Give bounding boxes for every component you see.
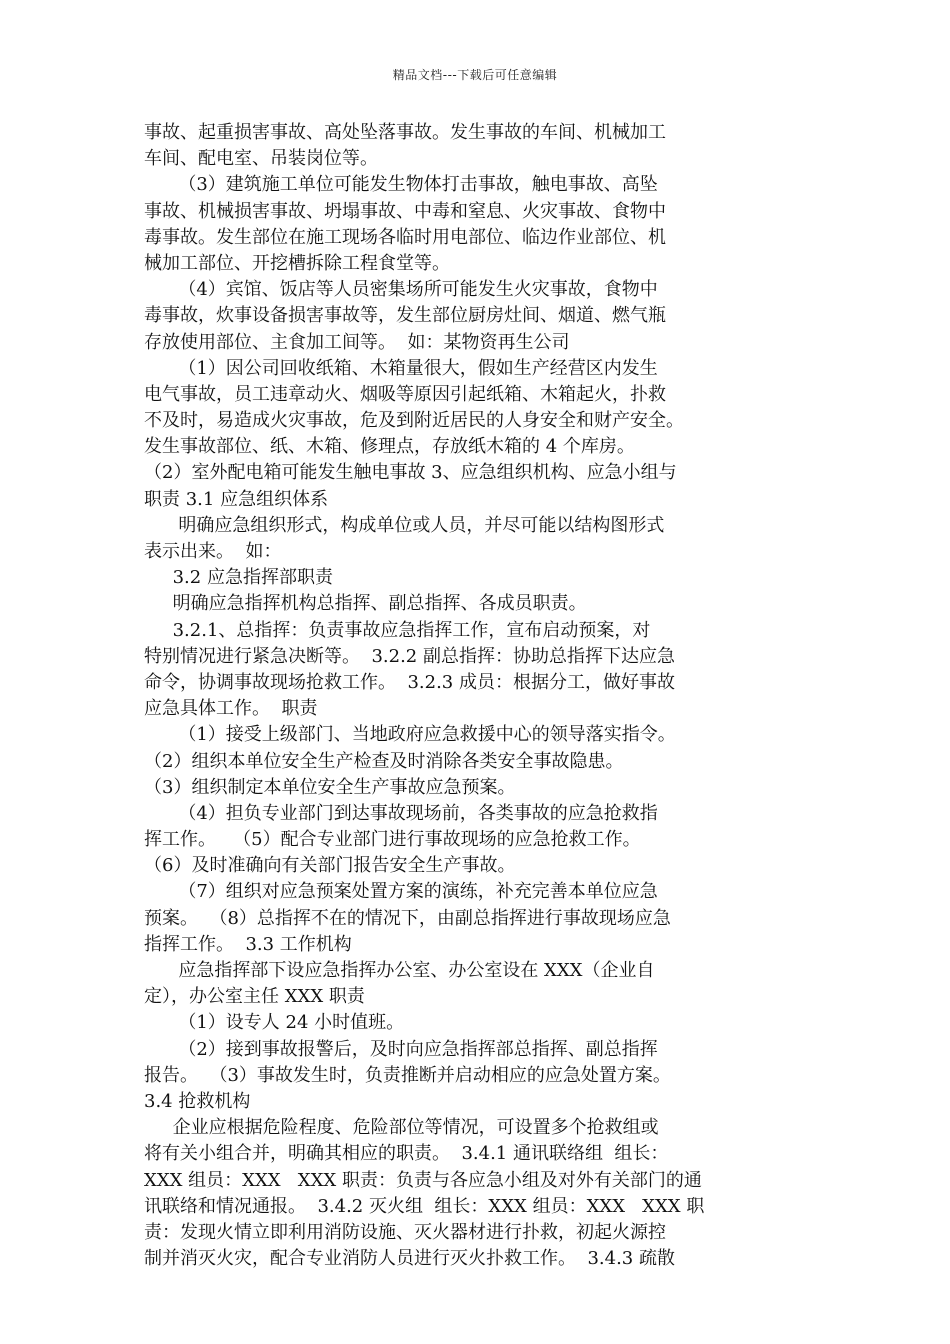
text-line: 责：发现火情立即利用消防设施、灭火器材进行扑救，初起火源控 bbox=[144, 1221, 666, 1243]
text-line: 事故、机械损害事故、坍塌事故、中毒和窒息、火灾事故、食物中 bbox=[144, 200, 666, 222]
text-line: 电气事故，员工违章动火、烟吸等原因引起纸箱、木箱起火，扑救 bbox=[144, 383, 666, 405]
text-line: XXX 组员：XXX XXX 职责：负责与各应急小组及对外有关部门的通 bbox=[144, 1169, 702, 1191]
text-line: 应急具体工作。 职责 bbox=[144, 698, 318, 720]
text-line: 明确应急组织形式，构成单位或人员，并尽可能以结构图形式 bbox=[144, 514, 665, 536]
text-line: 应急指挥部下设应急指挥办公室、办公室设在 XXX（企业自 bbox=[144, 960, 655, 981]
text-line: 毒事故，炊事设备损害事故等，发生部位厨房灶间、烟道、燃气瓶 bbox=[144, 305, 666, 327]
text-line: 存放使用部位、主食加工间等。 如：某物资再生公司 bbox=[144, 331, 570, 353]
text-line: 报告。 （3）事故发生时，负责推断并启动相应的应急处置方案。 bbox=[144, 1064, 671, 1086]
text-line: （6）及时准确向有关部门报告安全生产事故。 bbox=[144, 855, 516, 877]
text-line: 事故、起重损害事故、高处坠落事故。发生事故的车间、机械加工 bbox=[144, 122, 666, 143]
text-line: 表示出来。 如： bbox=[144, 541, 282, 562]
text-line: （4）担负专业部门到达事故现场前，各类事故的应急抢救指 bbox=[144, 802, 658, 824]
text-line: （3）建筑施工单位可能发生物体打击事故，触电事故、高坠 bbox=[144, 174, 658, 196]
text-line: 企业应根据危险程度、危险部位等情况，可设置多个抢救组或 bbox=[144, 1117, 659, 1139]
text-line: 3.2.1、总指挥：负责事故应急指挥工作，宣布启动预案，对 bbox=[144, 619, 651, 641]
text-line: 预案。 （8）总指挥不在的情况下，由副总指挥进行事故现场应急 bbox=[144, 907, 671, 929]
text-line: （7）组织对应急预案处置方案的演练，补充完善本单位应急 bbox=[144, 881, 658, 903]
text-line: （1）接受上级部门、当地政府应急救援中心的领导落实指令。 bbox=[144, 724, 676, 746]
page-header: 精品文档---下载后可任意编辑 bbox=[392, 68, 558, 82]
text-line: （1）因公司回收纸箱、木箱量很大，假如生产经营区内发生 bbox=[144, 357, 658, 379]
text-line: 械加工部位、开挖槽拆除工程食堂等。 bbox=[144, 252, 450, 274]
text-line: 特别情况进行紧急决断等。 3.2.2 副总指挥：协助总指挥下达应急 bbox=[144, 645, 675, 667]
text-line: （2）组织本单位安全生产检查及时消除各类安全事故隐患。 bbox=[144, 750, 624, 772]
text-line: 职责 3.1 应急组织体系 bbox=[144, 488, 329, 510]
text-line: 3.4 抢救机构 bbox=[144, 1090, 251, 1112]
text-line: 定），办公室主任 XXX 职责 bbox=[144, 986, 365, 1008]
text-line: 制并消灭火灾，配合专业消防人员进行灭火扑救工作。 3.4.3 疏散 bbox=[144, 1248, 675, 1270]
document-body bbox=[144, 120, 816, 1272]
text-line: （4）宾馆、饭店等人员密集场所可能发生火灾事故，食物中 bbox=[144, 279, 658, 301]
text-line: （2）室外配电箱可能发生触电事故 3、应急组织机构、应急小组与 bbox=[144, 462, 677, 484]
text-line: （3）组织制定本单位安全生产事故应急预案。 bbox=[144, 776, 516, 798]
text-line: 明确应急指挥机构总指挥、副总指挥、各成员职责。 bbox=[144, 593, 587, 615]
text-line: 车间、配电室、吊装岗位等。 bbox=[144, 148, 378, 170]
text-line: 毒事故。发生部位在施工现场各临时用电部位、临边作业部位、机 bbox=[144, 226, 666, 248]
text-line: 发生事故部位、纸、木箱、修理点，存放纸木箱的 4 个库房。 bbox=[144, 436, 635, 458]
text-line: 3.2 应急指挥部职责 bbox=[144, 567, 333, 589]
text-line: 讯联络和情况通报。 3.4.2 灭火组 组长：XXX 组员：XXX XXX 职 bbox=[144, 1195, 705, 1217]
text-line: 将有关小组合并，明确其相应的职责。 3.4.1 通讯联络组 组长： bbox=[144, 1143, 669, 1165]
text-line: 指挥工作。 3.3 工作机构 bbox=[144, 933, 352, 955]
text-line: 不及时，易造成火灾事故，危及到附近居民的人身安全和财产安全。 bbox=[144, 410, 684, 432]
text-line: 挥工作。 （5）配合专业部门进行事故现场的应急抢救工作。 bbox=[144, 829, 641, 851]
text-line: 命令，协调事故现场抢救工作。 3.2.3 成员：根据分工，做好事故 bbox=[144, 671, 675, 693]
text-line: （2）接到事故报警后，及时向应急指挥部总指挥、副总指挥 bbox=[144, 1038, 658, 1060]
text-line: （1）设专人 24 小时值班。 bbox=[144, 1012, 405, 1034]
